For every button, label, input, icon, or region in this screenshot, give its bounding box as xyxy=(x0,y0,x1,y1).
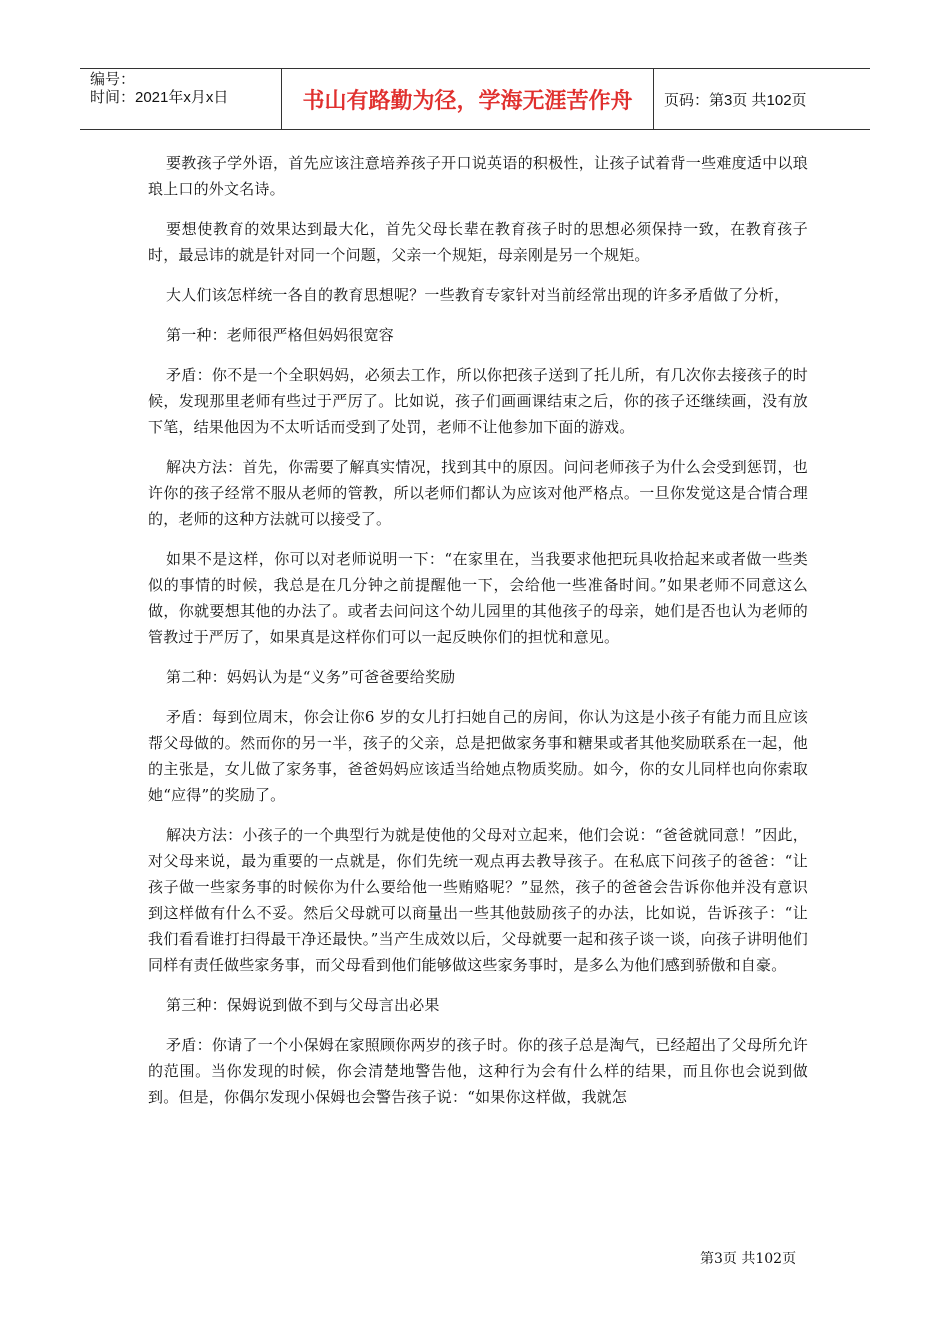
paragraph: 矛盾：你请了一个小保姆在家照顾你两岁的孩子时。你的孩子总是淘气，已经超出了父母所允许的范围。当你发现的时候，你会清楚地警告他，这种行为会有什么样的结果，而且你也会说到做到。但是，你偶尔发现小保姆也会警告孩子说：“如果你这样做，我就怎 xyxy=(148,1036,808,1106)
document-body xyxy=(148,150,808,1124)
paragraph: 解决方法：小孩子的一个典型行为就是使他的父母对立起来，他们会说：“爸爸就同意！”因此，对父母来说，最为重要的一点就是，你们先统一观点再去教导孩子。在私底下问孩子的爸爸：“让孩子做一些家务事的时候你为什么要给他一些贿赂呢？”显然，孩子的爸爸会告诉你他并没有意识到这样做有什么不妥。然后父母就可以商量出一些其他鼓励孩子的办法，比如说，告诉孩子：“让我们看看谁打扫得最干净还最快。”当产生成效以后，父母就要一起和孩子谈一谈，向孩子讲明他们同样有责任做些家务事，而父母看到他们能够做这些家务事时，是多么为他们感到骄傲和自豪。 xyxy=(148,826,808,974)
paragraph: 要教孩子学外语，首先应该注意培养孩子开口说英语的积极性，让孩子试着背一些难度适中以琅琅上口的外文名诗。 xyxy=(148,154,808,198)
paragraph: 矛盾：你不是一个全职妈妈，必须去工作，所以你把孩子送到了托儿所，有几次你去接孩子的时候，发现那里老师有些过于严厉了。比如说，孩子们画画课结束之后，你的孩子还继续画，没有放下笔，结果他因为不太听话而受到了处罚，老师不让他参加下面的游戏。 xyxy=(148,366,808,436)
header-meta xyxy=(80,69,282,129)
paragraph: 要想使教育的效果达到最大化，首先父母长辈在教育孩子时的思想必须保持一致，在教育孩子时，最忌讳的就是针对同一个问题，父亲一个规矩，母亲刚是另一个规矩。 xyxy=(148,220,808,264)
paragraph: 如果不是这样，你可以对老师说明一下：“在家里在，当我要求他把玩具收拾起来或者做一些类似的事情的时候，我总是在几分钟之前提醒他一下，会给他一些准备时间。”如果老师不同意这么做，你就要想其他的办法了。或者去问问这个幼儿园里的其他孩子的母亲，她们是否也认为老师的管教过于严厉了，如果真是这样你们可以一起反映你们的担忧和意见。 xyxy=(148,550,808,646)
header-page-info: 页码：第3页 共102页 xyxy=(664,91,807,109)
date-line: 时间：2021年x月x日 xyxy=(90,89,229,106)
page-header xyxy=(80,68,870,130)
serial-label: 编号： xyxy=(90,71,136,88)
page-footer: 第3页 共102页 xyxy=(700,1251,797,1267)
section-heading: 第三种：保姆说到做不到与父母言出必果 xyxy=(166,996,440,1014)
paragraph: 大人们该怎样统一各自的教育思想呢？一些教育专家针对当前经常出现的许多矛盾做了分析， xyxy=(166,286,790,304)
header-motto: 书山有路勤为径，学海无涯苦作舟 xyxy=(282,69,654,129)
section-heading: 第二种：妈妈认为是“义务”可爸爸要给奖励 xyxy=(166,668,456,686)
paragraph: 矛盾：每到位周末，你会让你6 岁的女儿打扫她自己的房间，你认为这是小孩子有能力而且应该帮父母做的。然而你的另一半，孩子的父亲，总是把做家务事和糖果或者其他奖励联系在一起，他的主张是，女儿做了家务事，爸爸妈妈应该适当给她点物质奖励。如今，你的女儿同样也向你索取她“应得”的奖励了。 xyxy=(148,708,808,804)
section-heading: 第一种：老师很严格但妈妈很宽容 xyxy=(166,326,395,344)
paragraph: 解决方法：首先，你需要了解真实情况，找到其中的原因。问问老师孩子为什么会受到惩罚，也许你的孩子经常不服从老师的管教，所以老师们都认为应该对他严格点。一旦你发觉这是合情合理的，老师的这种方法就可以接受了。 xyxy=(148,458,808,528)
